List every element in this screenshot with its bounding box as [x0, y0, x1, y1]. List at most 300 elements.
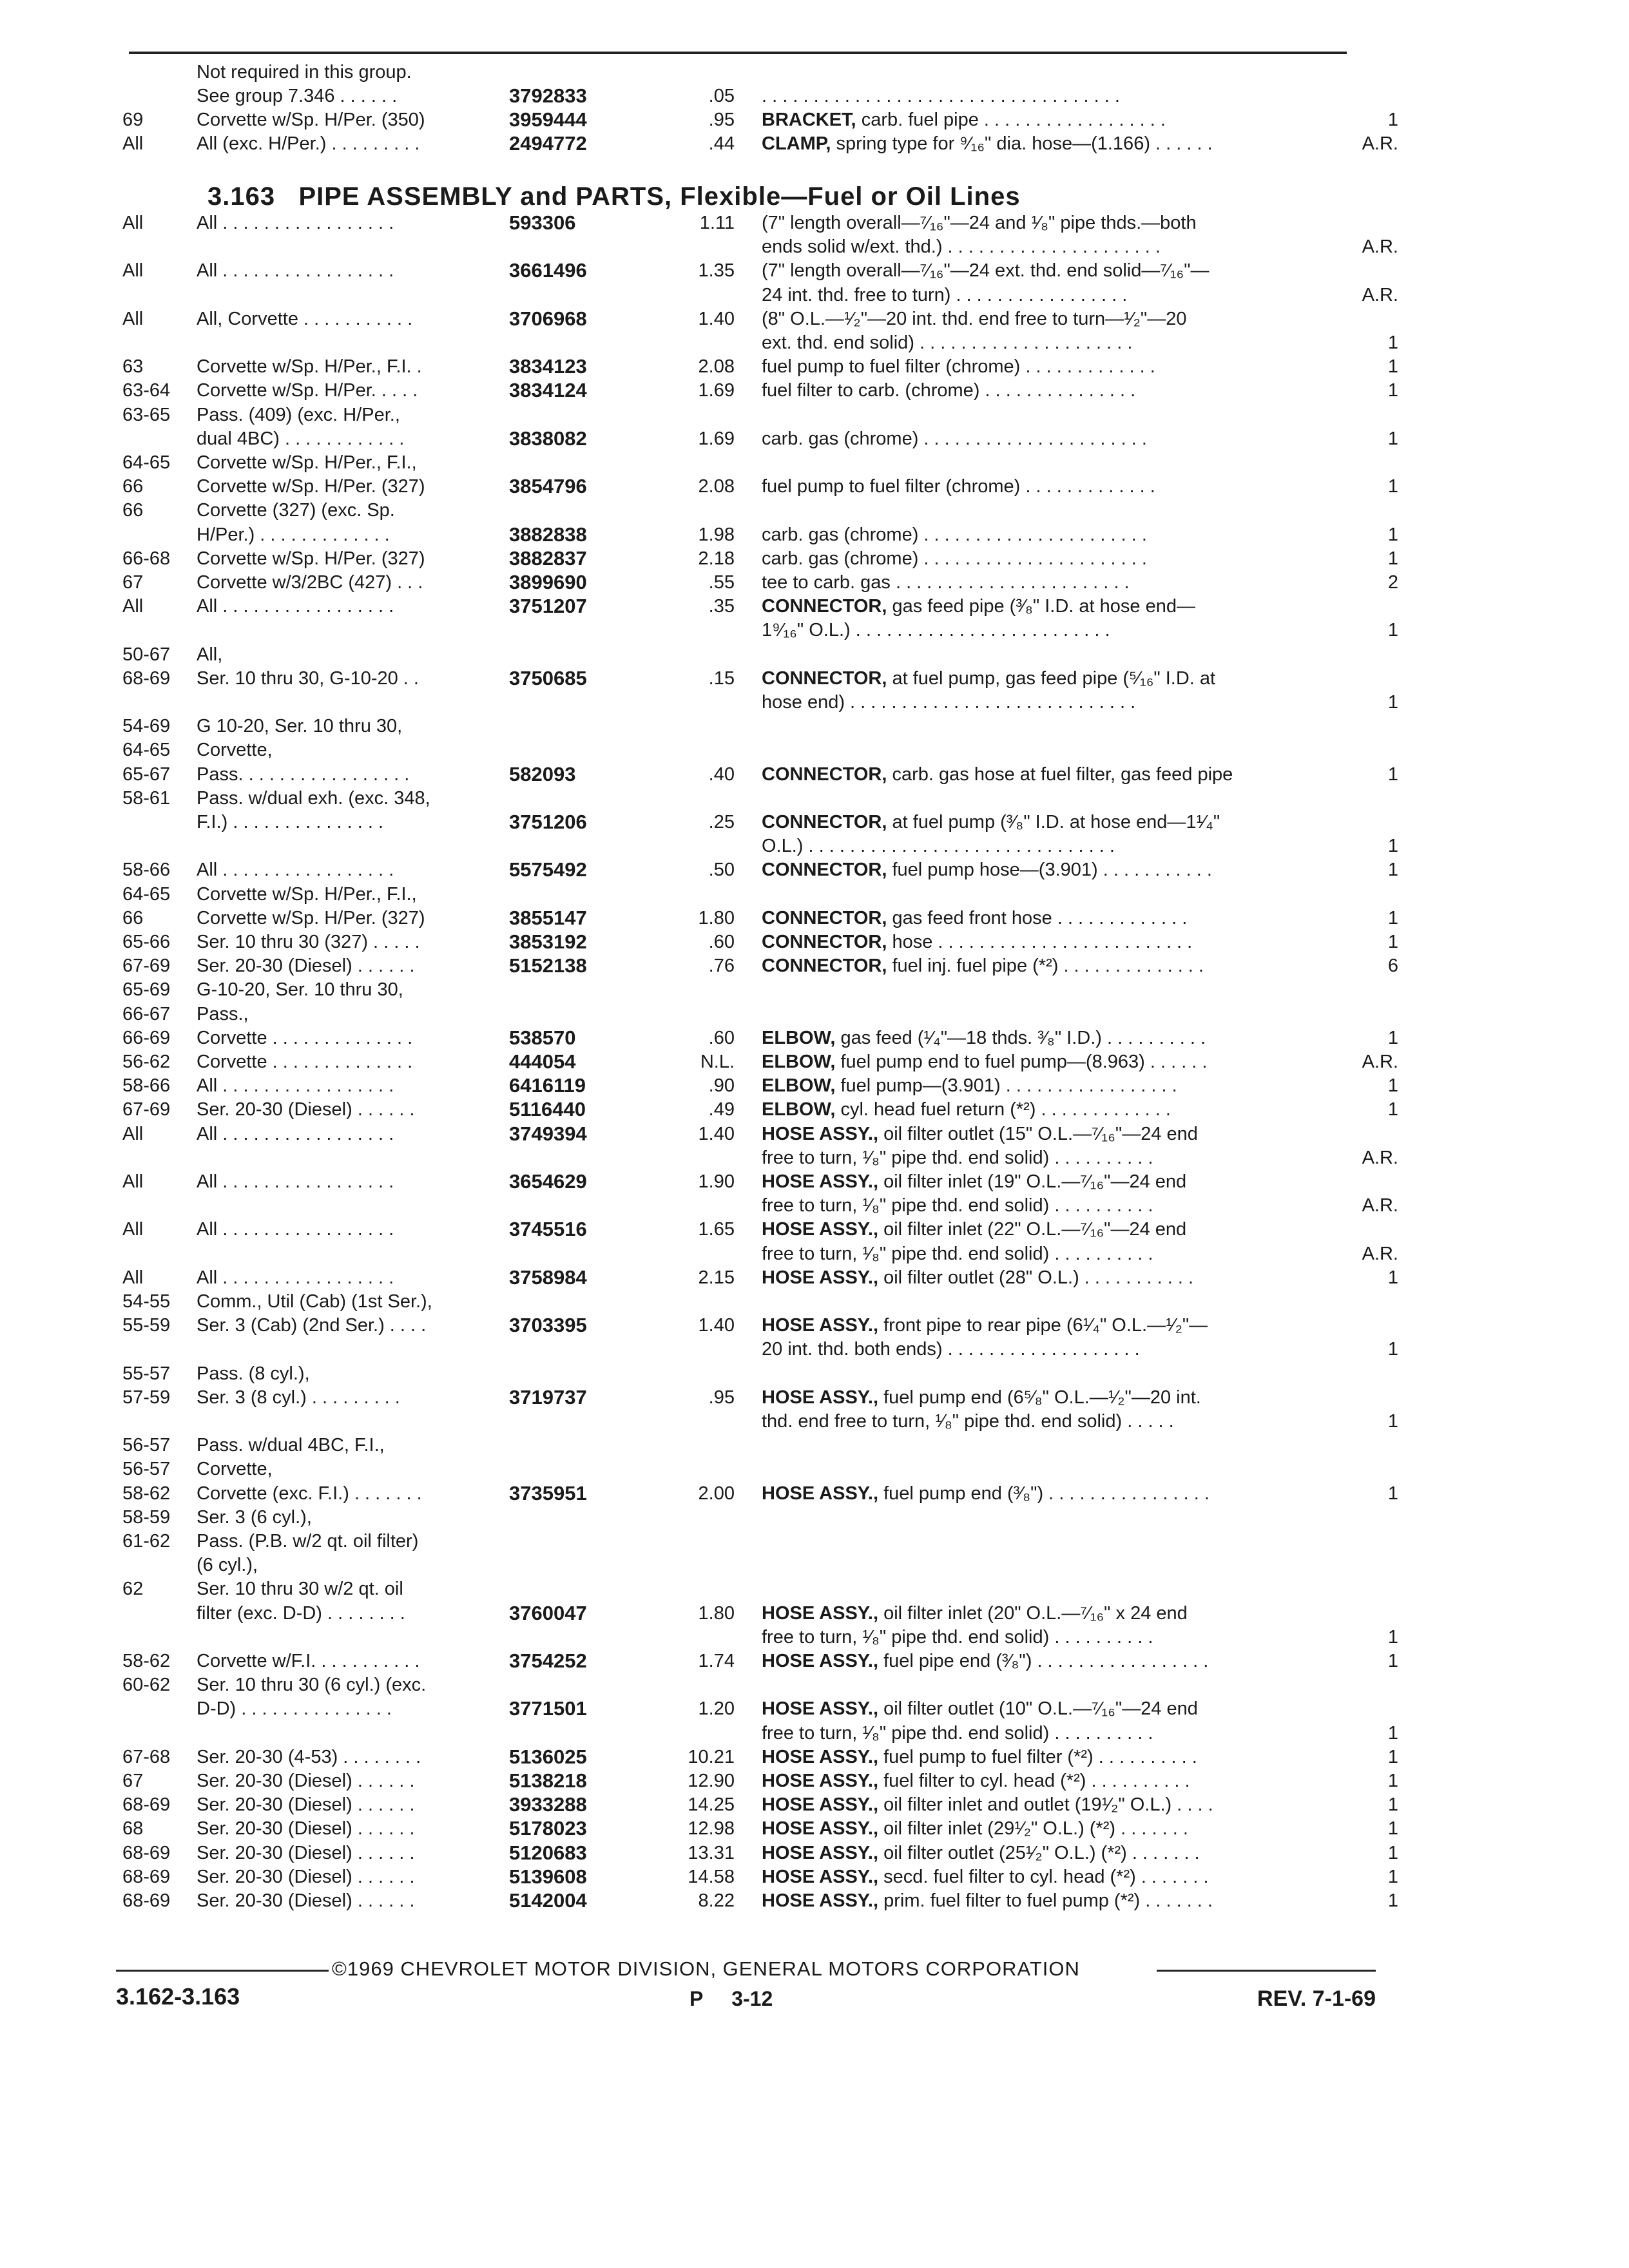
- list-item: [0, 1169, 1629, 1195]
- quantity: 1: [1387, 1075, 1398, 1096]
- list-item: [0, 282, 1629, 308]
- part-name: ELBOW,: [762, 1028, 836, 1048]
- part-description: [762, 1121, 1198, 1147]
- application: All . . . . . . . . . . . . . . . . .: [197, 1124, 394, 1144]
- model-years: 67: [122, 572, 144, 593]
- list-item: [0, 258, 1629, 284]
- application: Corvette,: [197, 1459, 273, 1479]
- model-years: All: [122, 1171, 144, 1192]
- part-name: HOSE ASSY.,: [762, 1843, 879, 1863]
- description-text: fuel inj. fuel pipe (*²) . . . . . . . . . . . . . .: [892, 956, 1204, 976]
- part-description: [762, 953, 1204, 979]
- quantity: 1: [1387, 110, 1398, 130]
- description-text: carb. gas hose at fuel filter, gas feed pipe: [892, 764, 1233, 785]
- description-text: fuel pump—(3.901) . . . . . . . . . . . . . . . . .: [840, 1075, 1177, 1096]
- model-years: 58-59: [122, 1507, 171, 1528]
- model-years: 68: [122, 1818, 144, 1839]
- list-item: [0, 1289, 1629, 1314]
- part-number: 3735951: [509, 1482, 587, 1504]
- application: Pass. w/dual 4BC, F.I.,: [197, 1435, 385, 1456]
- price: 1.35: [698, 260, 735, 281]
- model-years: 55-59: [122, 1315, 171, 1336]
- part-number: 3751206: [509, 811, 587, 833]
- quantity: 1: [1387, 1794, 1398, 1815]
- description-text: . . . . . . . . . . . . . . . . . . . . . . . . . . . . . . . . . . .: [762, 86, 1120, 106]
- price: 13.31: [688, 1843, 735, 1863]
- model-years: 68-69: [122, 1890, 171, 1911]
- part-number: 5152138: [509, 954, 587, 977]
- description-text: oil filter outlet (25¹⁄₂" O.L.) (*²) . . . . . . .: [883, 1843, 1200, 1863]
- application: Pass. . . . . . . . . . . . . . . . .: [197, 764, 410, 785]
- price: .60: [708, 1028, 735, 1048]
- description-text: free to turn, ¹⁄₈" pipe thd. end solid) . . . . . . . . . .: [762, 1148, 1153, 1168]
- description-text: secd. fuel filter to cyl. head (*²) . . . . . . .: [883, 1867, 1209, 1887]
- part-description: [762, 1336, 1140, 1362]
- part-number: 5178023: [509, 1817, 587, 1840]
- part-number: 3661496: [509, 259, 587, 282]
- model-years: All: [122, 133, 144, 154]
- quantity: 1: [1387, 1771, 1398, 1791]
- price: .05: [708, 86, 735, 106]
- price: .50: [708, 860, 735, 880]
- page-number: P 3-12: [689, 1987, 773, 2010]
- description-text: prim. fuel filter to fuel pump (*²) . . . . . . .: [883, 1890, 1213, 1911]
- part-description: [762, 1888, 1213, 1914]
- list-item: [0, 1816, 1629, 1841]
- part-name: ELBOW,: [762, 1099, 836, 1120]
- description-text: fuel pump end (³⁄₈") . . . . . . . . . . . . . . . .: [883, 1483, 1210, 1504]
- part-description: [762, 1600, 1188, 1626]
- part-name: HOSE ASSY.,: [762, 1219, 879, 1240]
- part-name: HOSE ASSY.,: [762, 1603, 879, 1624]
- application: Ser. 3 (Cab) (2nd Ser.) . . . .: [197, 1315, 427, 1336]
- list-item: [0, 737, 1629, 763]
- part-description: [762, 1025, 1206, 1051]
- part-description: [762, 1097, 1171, 1122]
- price: 2.18: [698, 548, 735, 569]
- list-item: [0, 953, 1629, 979]
- application: Corvette (exc. F.I.) . . . . . . .: [197, 1483, 422, 1504]
- list-item: [0, 666, 1629, 691]
- part-name: HOSE ASSY.,: [762, 1267, 879, 1288]
- application: All . . . . . . . . . . . . . . . . .: [197, 1219, 394, 1240]
- part-description: [762, 83, 1120, 109]
- part-description: [762, 905, 1187, 931]
- part-description: [762, 107, 1166, 133]
- list-item: [0, 1888, 1629, 1914]
- part-description: [762, 1312, 1208, 1338]
- part-number: 3959444: [509, 108, 587, 131]
- quantity: A.R.: [1362, 285, 1398, 305]
- application: Ser. 20-30 (Diesel) . . . . . .: [197, 1890, 415, 1911]
- model-years: 56-57: [122, 1459, 171, 1479]
- quantity: 1: [1387, 1867, 1398, 1887]
- list-item: [0, 977, 1629, 1003]
- application: Ser. 10 thru 30 (327) . . . . .: [197, 932, 420, 952]
- part-number: 5139608: [509, 1865, 587, 1888]
- quantity: 1: [1387, 524, 1398, 545]
- price: 1.74: [698, 1651, 735, 1671]
- model-years: 55-57: [122, 1363, 171, 1384]
- model-years: 66-69: [122, 1028, 171, 1048]
- list-item: [0, 1456, 1629, 1482]
- price: 1.40: [698, 1124, 735, 1144]
- quantity: 1: [1387, 1651, 1398, 1671]
- part-number: 5116440: [509, 1098, 586, 1120]
- model-years: 67-68: [122, 1747, 171, 1767]
- list-item: [0, 450, 1629, 476]
- part-number: 3751207: [509, 595, 587, 617]
- part-description: [762, 666, 1215, 691]
- list-item: [0, 1864, 1629, 1890]
- part-description: [762, 1385, 1201, 1410]
- part-number: 3760047: [509, 1602, 587, 1624]
- part-number: 582093: [509, 763, 576, 785]
- application: All (exc. H/Per.) . . . . . . . . .: [197, 133, 420, 154]
- part-description: [762, 522, 1147, 548]
- part-number: 538570: [509, 1026, 576, 1049]
- list-item: [0, 929, 1629, 955]
- quantity: 1: [1387, 764, 1398, 785]
- list-item: [0, 570, 1629, 595]
- list-item: [0, 1361, 1629, 1387]
- quantity: 1: [1387, 1627, 1398, 1648]
- part-name: HOSE ASSY.,: [762, 1124, 879, 1144]
- model-years: 58-66: [122, 1075, 171, 1096]
- list-item: [0, 474, 1629, 499]
- part-description: [762, 282, 1127, 308]
- model-years: All: [122, 213, 144, 233]
- model-years: All: [122, 1267, 144, 1288]
- part-description: [762, 1265, 1193, 1291]
- quantity: 1: [1387, 356, 1398, 377]
- quantity: 1: [1387, 860, 1398, 880]
- model-years: 67-69: [122, 956, 171, 976]
- quantity: 1: [1387, 1028, 1398, 1048]
- application: H/Per.) . . . . . . . . . . . . .: [197, 524, 390, 545]
- part-name: HOSE ASSY.,: [762, 1818, 879, 1839]
- model-years: 65-67: [122, 764, 171, 785]
- part-name: CONNECTOR,: [762, 956, 887, 976]
- part-number: 3719737: [509, 1386, 587, 1408]
- model-years: 64-65: [122, 884, 171, 905]
- part-description: [762, 929, 1192, 955]
- part-description: [762, 258, 1210, 284]
- price: 10.21: [688, 1747, 735, 1767]
- part-name: BRACKET,: [762, 110, 856, 130]
- model-years: 63-65: [122, 405, 171, 425]
- price: 2.08: [698, 476, 735, 497]
- part-number: 3882838: [509, 523, 587, 546]
- application: Ser. 20-30 (Diesel) . . . . . .: [197, 1771, 415, 1791]
- list-item: [0, 1552, 1629, 1578]
- list-item: [0, 1624, 1629, 1650]
- quantity: A.R.: [1362, 1195, 1398, 1216]
- revision-date: REV. 7-1-69: [1257, 1986, 1376, 2011]
- list-item: [0, 497, 1629, 523]
- section-range: 3.162-3.163: [116, 1983, 240, 2010]
- list-item: [0, 1744, 1629, 1770]
- description-text: oil filter inlet (19" O.L.—⁷⁄₁₆"—24 end: [883, 1171, 1187, 1192]
- part-name: HOSE ASSY.,: [762, 1171, 879, 1192]
- part-description: [762, 1840, 1200, 1866]
- description-text: fuel pump hose—(3.901) . . . . . . . . . . .: [892, 860, 1212, 880]
- description-text: spring type for ⁹⁄₁₆" dia. hose—(1.166) . . . . . .: [836, 133, 1213, 154]
- part-number: 5136025: [509, 1745, 587, 1768]
- quantity: 1: [1387, 380, 1398, 401]
- part-description: [762, 474, 1155, 499]
- description-text: oil filter inlet (29¹⁄₂" O.L.) (*²) . . . . . . .: [883, 1818, 1188, 1839]
- part-description: [762, 809, 1220, 835]
- description-text: gas feed (¹⁄₄"—18 thds. ³⁄₈" I.D.) . . . . . . . . . .: [840, 1028, 1206, 1048]
- price: 1.80: [698, 1603, 735, 1624]
- list-item: [0, 1432, 1629, 1458]
- application: Corvette w/Sp. H/Per., F.I.,: [197, 884, 417, 905]
- description-text: fuel pump end (6⁵⁄₈" O.L.—¹⁄₂"—20 int.: [883, 1387, 1201, 1408]
- part-description: [762, 593, 1195, 619]
- description-text: thd. end free to turn, ¹⁄₈" pipe thd. end solid) . . . . .: [762, 1411, 1174, 1432]
- list-item: [0, 642, 1629, 668]
- part-name: CONNECTOR,: [762, 908, 887, 928]
- list-item: [0, 905, 1629, 931]
- price: .76: [708, 956, 735, 976]
- part-name: HOSE ASSY.,: [762, 1483, 879, 1504]
- model-years: 66: [122, 476, 144, 497]
- application: Corvette (327) (exc. Sp.: [197, 500, 395, 521]
- model-years: 56-62: [122, 1052, 171, 1072]
- list-item: [0, 131, 1629, 157]
- list-item: [0, 354, 1629, 380]
- application: D-D) . . . . . . . . . . . . . . .: [197, 1698, 392, 1719]
- description-text: (8" O.L.—¹⁄₂"—20 int. thd. end free to turn—¹⁄₂"—20: [762, 309, 1187, 329]
- application: (6 cyl.),: [197, 1555, 258, 1575]
- model-years: 58-61: [122, 788, 171, 809]
- part-number: 3754252: [509, 1649, 587, 1672]
- description-text: 20 int. thd. both ends) . . . . . . . . . . . . . . . . . . .: [762, 1339, 1140, 1360]
- description-text: free to turn, ¹⁄₈" pipe thd. end solid) . . . . . . . . . .: [762, 1723, 1153, 1744]
- price: 12.98: [688, 1818, 735, 1839]
- list-item: [0, 1097, 1629, 1122]
- model-years: 63-64: [122, 380, 171, 401]
- price: .55: [708, 572, 735, 593]
- part-description: [762, 1624, 1153, 1650]
- quantity: 1: [1387, 428, 1398, 449]
- price: 1.69: [698, 380, 735, 401]
- application: All . . . . . . . . . . . . . . . . .: [197, 860, 394, 880]
- part-description: [762, 570, 1130, 595]
- list-item: [0, 1528, 1629, 1554]
- description-text: ext. thd. end solid) . . . . . . . . . . . . . . . . . . . . .: [762, 332, 1133, 353]
- model-years: 64-65: [122, 740, 171, 760]
- description-text: fuel pump to fuel filter (chrome) . . . . . . . . . . . . .: [762, 356, 1155, 377]
- part-description: [762, 1193, 1153, 1218]
- quantity: A.R.: [1362, 1052, 1398, 1072]
- part-name: CONNECTOR,: [762, 932, 887, 952]
- description-text: tee to carb. gas . . . . . . . . . . . . . . . . . . . . . . .: [762, 572, 1130, 593]
- model-years: 66-68: [122, 548, 171, 569]
- model-years: 58-62: [122, 1651, 171, 1671]
- list-item: [0, 809, 1629, 835]
- application: Ser. 20-30 (Diesel) . . . . . .: [197, 1843, 415, 1863]
- list-item: [0, 522, 1629, 548]
- model-years: 58-62: [122, 1483, 171, 1504]
- part-name: HOSE ASSY.,: [762, 1771, 879, 1791]
- price: 1.65: [698, 1219, 735, 1240]
- list-item: [0, 1720, 1629, 1746]
- quantity: 1: [1387, 620, 1398, 640]
- application: All . . . . . . . . . . . . . . . . .: [197, 213, 394, 233]
- application: Corvette w/Sp. H/Per. (327): [197, 548, 425, 569]
- part-description: [762, 1481, 1210, 1506]
- quantity: 1: [1387, 836, 1398, 856]
- quantity: 1: [1387, 1723, 1398, 1744]
- description-text: oil filter outlet (10" O.L.—⁷⁄₁₆"—24 end: [883, 1698, 1198, 1719]
- quantity: 1: [1387, 692, 1398, 713]
- model-years: 65-69: [122, 979, 171, 1000]
- application: Ser. 10 thru 30, G-10-20 . .: [197, 668, 419, 689]
- description-text: oil filter inlet (20" O.L.—⁷⁄₁₆" x 24 end: [883, 1603, 1188, 1624]
- application: Corvette w/Sp. H/Per. (327): [197, 476, 425, 497]
- list-item: [0, 1840, 1629, 1866]
- list-item: [0, 426, 1629, 452]
- list-item: [0, 1408, 1629, 1434]
- price: .15: [708, 668, 735, 689]
- list-item: [0, 1216, 1629, 1242]
- part-name: HOSE ASSY.,: [762, 1747, 879, 1767]
- list-item: [0, 1336, 1629, 1362]
- application: All . . . . . . . . . . . . . . . . .: [197, 1171, 394, 1192]
- list-item: [0, 1385, 1629, 1410]
- model-years: 66-67: [122, 1004, 171, 1024]
- price: 14.25: [688, 1794, 735, 1815]
- list-item: [0, 1792, 1629, 1818]
- application: All, Corvette . . . . . . . . . . .: [197, 309, 413, 329]
- part-description: [762, 833, 1115, 859]
- list-item: [0, 1600, 1629, 1626]
- model-years: 61-62: [122, 1531, 171, 1552]
- description-text: oil filter inlet and outlet (19¹⁄₂" O.L.) . . . .: [883, 1794, 1213, 1815]
- footer-rule-left: [116, 1970, 329, 1972]
- part-description: [762, 1145, 1153, 1171]
- part-description: [762, 378, 1135, 403]
- price: .60: [708, 932, 735, 952]
- application: Pass.,: [197, 1004, 249, 1024]
- description-text: gas feed pipe (³⁄₈" I.D. at hose end—: [892, 596, 1195, 617]
- quantity: A.R.: [1362, 1244, 1398, 1264]
- description-text: free to turn, ¹⁄₈" pipe thd. end solid) . . . . . . . . . .: [762, 1627, 1153, 1648]
- list-item: [0, 1768, 1629, 1794]
- part-description: [762, 617, 1110, 643]
- part-number: 3706968: [509, 307, 587, 330]
- price: .49: [708, 1099, 735, 1120]
- application: Ser. 20-30 (Diesel) . . . . . .: [197, 1794, 415, 1815]
- quantity: A.R.: [1362, 1148, 1398, 1168]
- application: Pass. (P.B. w/2 qt. oil filter): [197, 1531, 419, 1552]
- model-years: 54-55: [122, 1291, 171, 1312]
- application: See group 7.346 . . . . . .: [197, 86, 398, 106]
- price: .35: [708, 596, 735, 617]
- list-item: [0, 1073, 1629, 1099]
- part-number: 3750685: [509, 667, 587, 689]
- part-number: 3853192: [509, 930, 587, 953]
- part-description: [762, 1720, 1153, 1746]
- part-number: 3933288: [509, 1793, 587, 1816]
- list-item: [0, 1025, 1629, 1051]
- application: Corvette w/Sp. H/Per., F.I.,: [197, 452, 417, 473]
- part-name: ELBOW,: [762, 1075, 836, 1096]
- copyright: ©1969 CHEVROLET MOTOR DIVISION, GENERAL MOTORS CORPORATION: [332, 1957, 1080, 1980]
- model-years: 67: [122, 1771, 144, 1791]
- description-text: oil filter outlet (15" O.L.—⁷⁄₁₆"—24 end: [883, 1124, 1198, 1144]
- model-years: All: [122, 260, 144, 281]
- part-number: 444054: [509, 1050, 576, 1073]
- description-text: oil filter outlet (28" O.L.) . . . . . . . . . . .: [883, 1267, 1194, 1288]
- part-number: 5575492: [509, 858, 587, 881]
- list-item: [0, 1193, 1629, 1218]
- model-years: 66: [122, 908, 144, 928]
- description-text: fuel pump to fuel filter (chrome) . . . . . . . . . . . . .: [762, 476, 1155, 497]
- list-item: [0, 59, 1629, 85]
- quantity: 2: [1387, 572, 1398, 593]
- part-description: [762, 762, 1233, 787]
- part-name: HOSE ASSY.,: [762, 1651, 879, 1671]
- model-years: 68-69: [122, 668, 171, 689]
- part-description: [762, 1648, 1208, 1674]
- model-years: 64-65: [122, 452, 171, 473]
- list-item: [0, 1504, 1629, 1530]
- price: 2.15: [698, 1267, 735, 1288]
- part-number: 3899690: [509, 571, 587, 593]
- list-item: [0, 857, 1629, 883]
- part-number: 3771501: [509, 1697, 587, 1720]
- list-item: [0, 881, 1629, 907]
- application: Corvette . . . . . . . . . . . . . .: [197, 1028, 413, 1048]
- list-item: [0, 1696, 1629, 1722]
- list-item: [0, 713, 1629, 739]
- application: Ser. 10 thru 30 (6 cyl.) (exc.: [197, 1675, 427, 1695]
- part-description: [762, 210, 1197, 236]
- list-item: [0, 330, 1629, 356]
- description-text: oil filter inlet (22" O.L.—⁷⁄₁₆"—24 end: [883, 1219, 1187, 1240]
- quantity: 1: [1387, 1267, 1398, 1288]
- application: Corvette w/3/2BC (427) . . .: [197, 572, 423, 593]
- description-text: 1⁹⁄₁₆" O.L.) . . . . . . . . . . . . . . . . . . . . . . . . .: [762, 620, 1110, 640]
- application: Ser. 20-30 (4-53) . . . . . . . .: [197, 1747, 421, 1767]
- application: Not required in this group.: [197, 62, 412, 82]
- list-item: [0, 689, 1629, 715]
- model-years: 58-66: [122, 860, 171, 880]
- part-description: [762, 1216, 1186, 1242]
- list-item: [0, 833, 1629, 859]
- price: .95: [708, 1387, 735, 1408]
- list-item: [0, 762, 1629, 787]
- part-number: 3855147: [509, 907, 587, 929]
- application: All . . . . . . . . . . . . . . . . .: [197, 596, 394, 617]
- application: Ser. 3 (8 cyl.) . . . . . . . . .: [197, 1387, 400, 1408]
- description-text: fuel pipe end (³⁄₈") . . . . . . . . . . . . . . . . .: [883, 1651, 1209, 1671]
- price: .95: [708, 110, 735, 130]
- price: 1.40: [698, 1315, 735, 1336]
- application: Corvette w/Sp. H/Per. (350): [197, 110, 425, 130]
- part-number: 3758984: [509, 1266, 587, 1289]
- model-years: All: [122, 596, 144, 617]
- part-description: [762, 857, 1212, 883]
- list-item: [0, 378, 1629, 403]
- application: Ser. 20-30 (Diesel) . . . . . .: [197, 956, 415, 976]
- part-description: [762, 306, 1186, 332]
- part-description: [762, 131, 1213, 157]
- price: N.L.: [700, 1052, 735, 1072]
